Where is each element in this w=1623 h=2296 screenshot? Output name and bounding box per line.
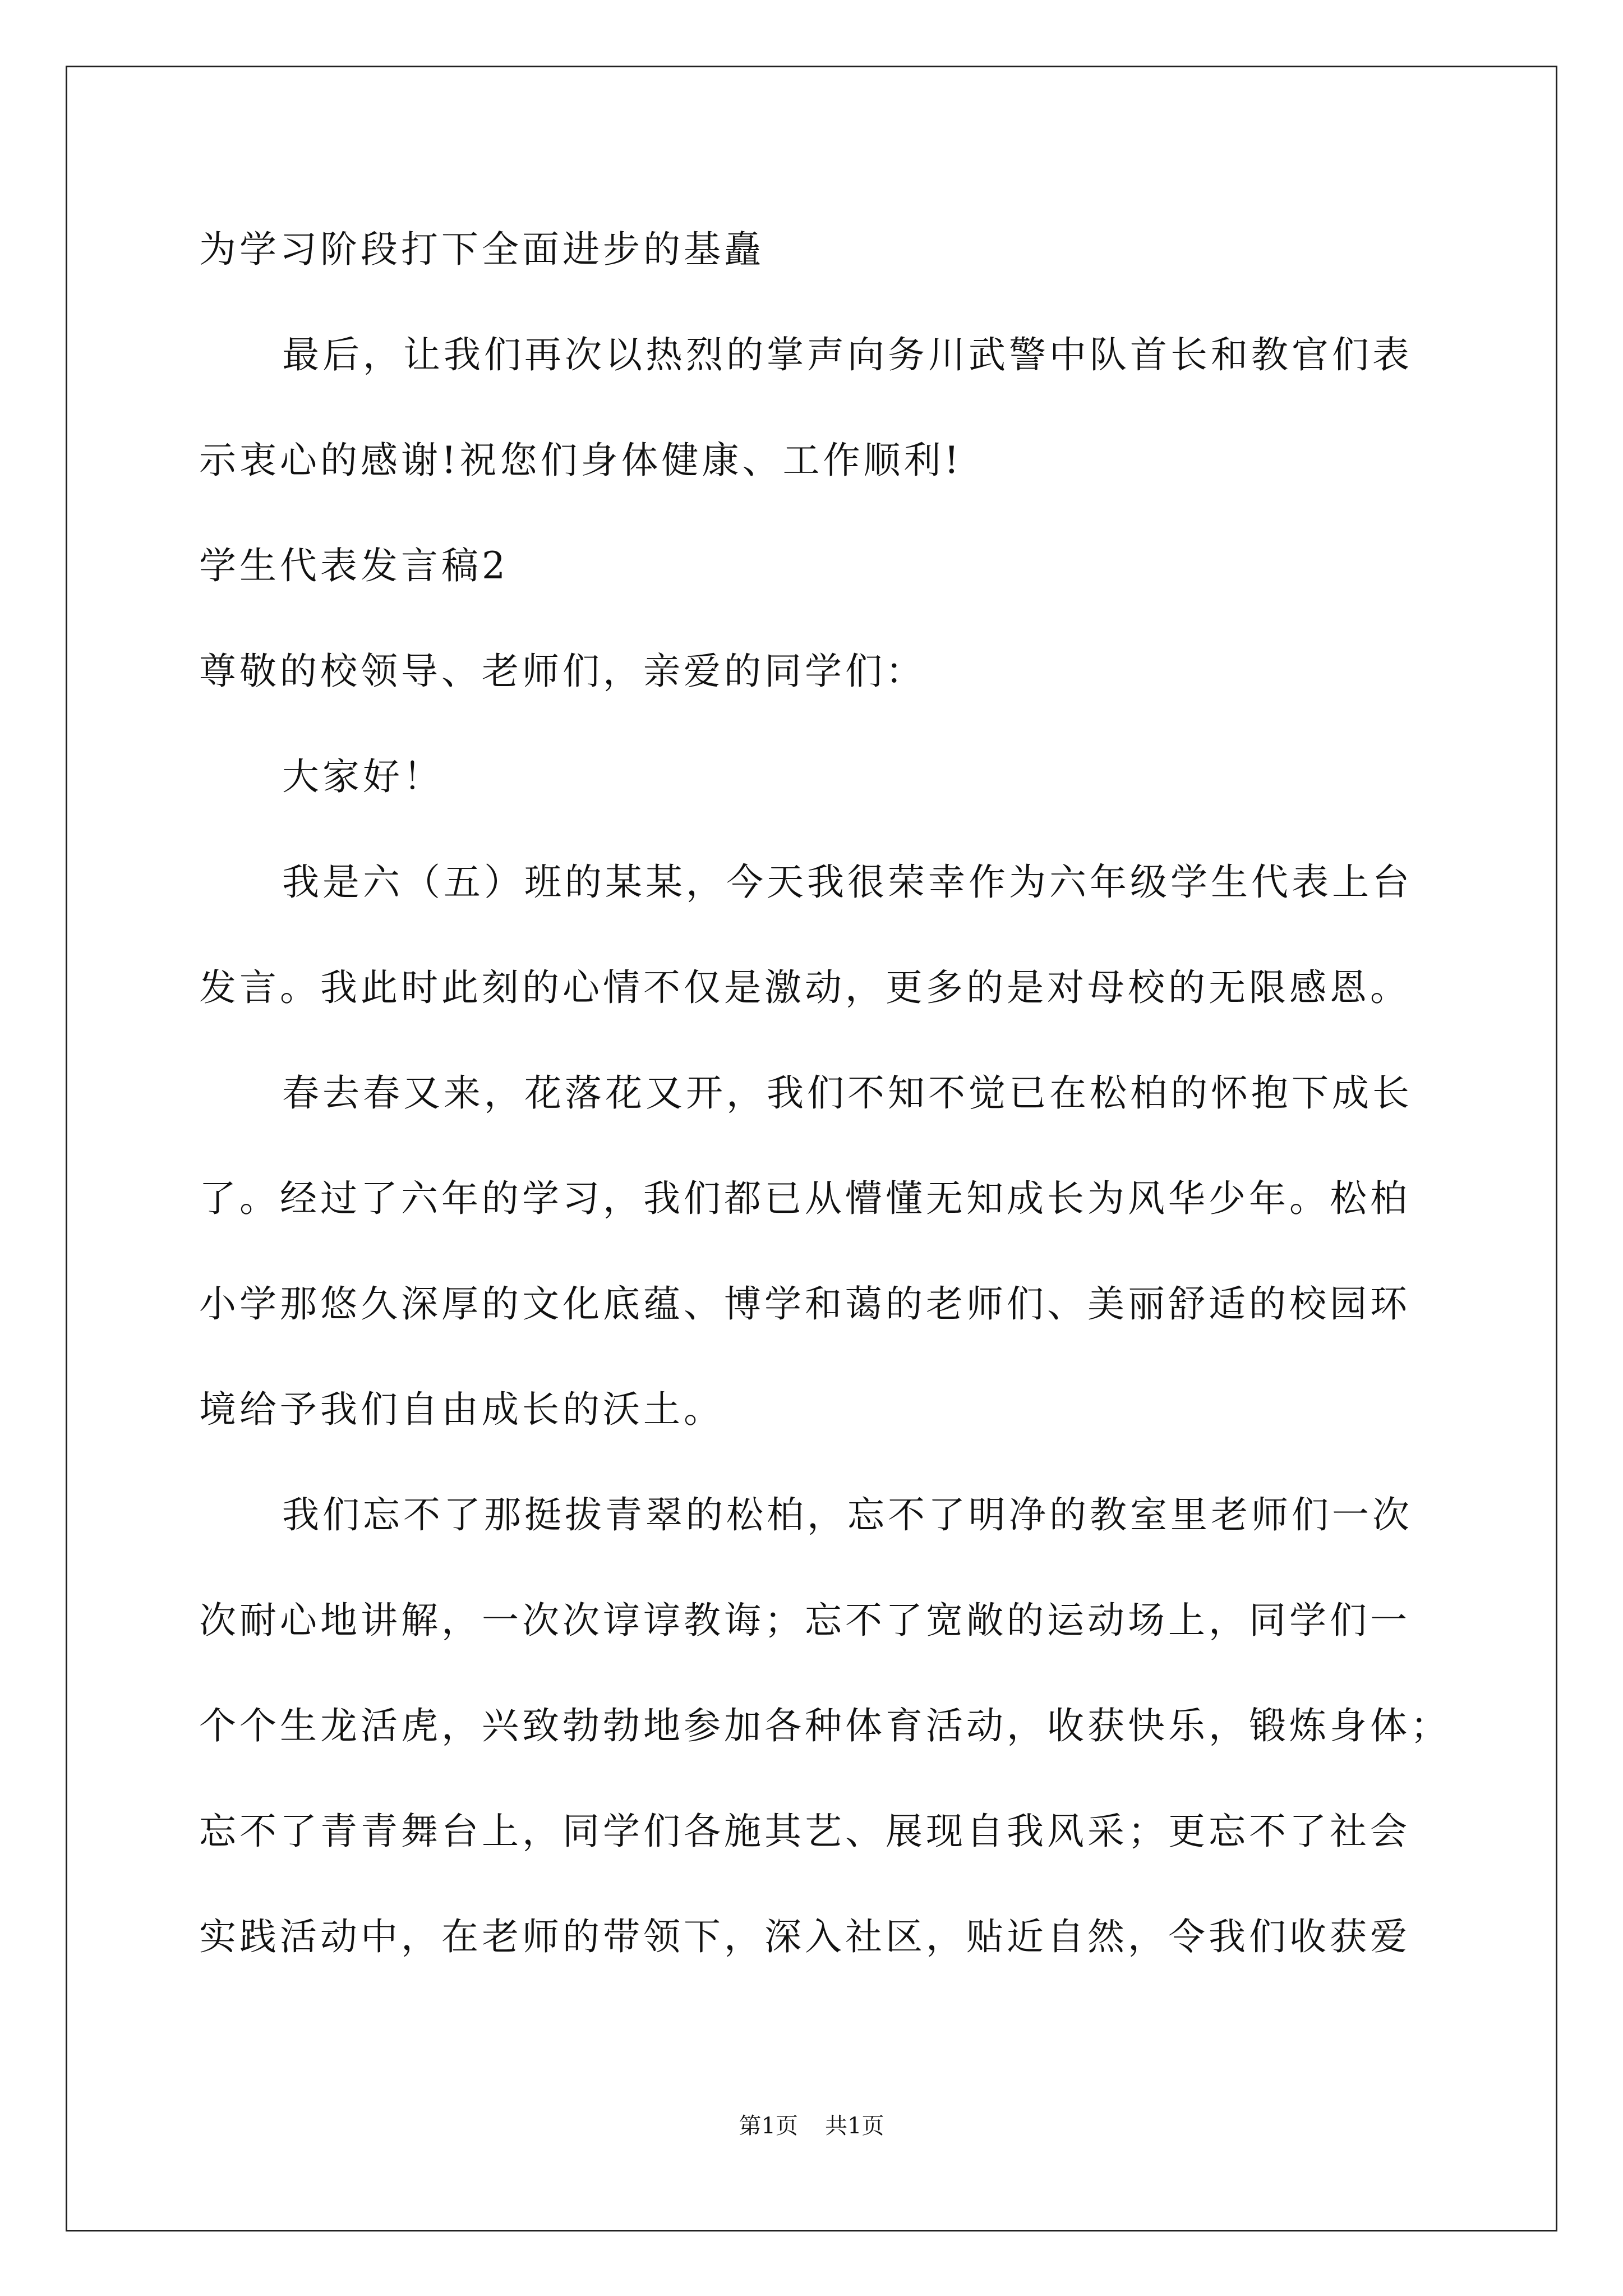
salutation: 尊敬的校领导、老师们，亲爱的同学们：: [199, 650, 926, 693]
text-line: 忘不了青青舞台上，同学们各施其艺、展现自我风采；更忘不了社会: [199, 1810, 1410, 1853]
text-line: 个个生龙活虎，兴致勃勃地参加各种体育活动，收获快乐，锻炼身体；: [199, 1704, 1451, 1747]
text-line: 示衷心的感谢!祝您们身体健康、工作顺利!: [199, 439, 963, 482]
text-line: 我们忘不了那挺拔青翠的松柏，忘不了明净的教室里老师们一次: [282, 1493, 1413, 1536]
page-total: 共1页: [825, 2113, 884, 2139]
text-line: 发言。我此时此刻的心情不仅是激动，更多的是对母校的无限感恩。: [199, 966, 1410, 1009]
text-line: 小学那悠久深厚的文化底蕴、博学和蔼的老师们、美丽舒适的校园环: [199, 1282, 1410, 1326]
text-line: 次耐心地讲解，一次次谆谆教诲；忘不了宽敞的运动场上，同学们一: [199, 1599, 1410, 1642]
text-line: 为学习阶段打下全面进步的基矗: [199, 228, 764, 271]
text-line: 了。经过了六年的学习，我们都已从懵懂无知成长为风华少年。松柏: [199, 1177, 1410, 1220]
page-number: 第1页: [739, 2113, 798, 2139]
page-footer: [0, 2109, 1623, 2143]
text-line: 境给予我们自由成长的沃土。: [199, 1388, 724, 1431]
text-line: 大家好！: [282, 755, 444, 798]
text-line: 春去春又来，花落花又开，我们不知不觉已在松柏的怀抱下成长: [282, 1071, 1413, 1115]
text-line: 我是六（五）班的某某，今天我很荣幸作为六年级学生代表上台: [282, 861, 1413, 904]
text-line: 最后，让我们再次以热烈的掌声向务川武警中队首长和教官们表: [282, 333, 1413, 376]
section-heading: 学生代表发言稿2: [199, 544, 509, 587]
page-border: [66, 66, 1557, 2231]
text-line: 实践活动中，在老师的带领下，深入社区，贴近自然，令我们收获爱: [199, 1915, 1410, 1958]
